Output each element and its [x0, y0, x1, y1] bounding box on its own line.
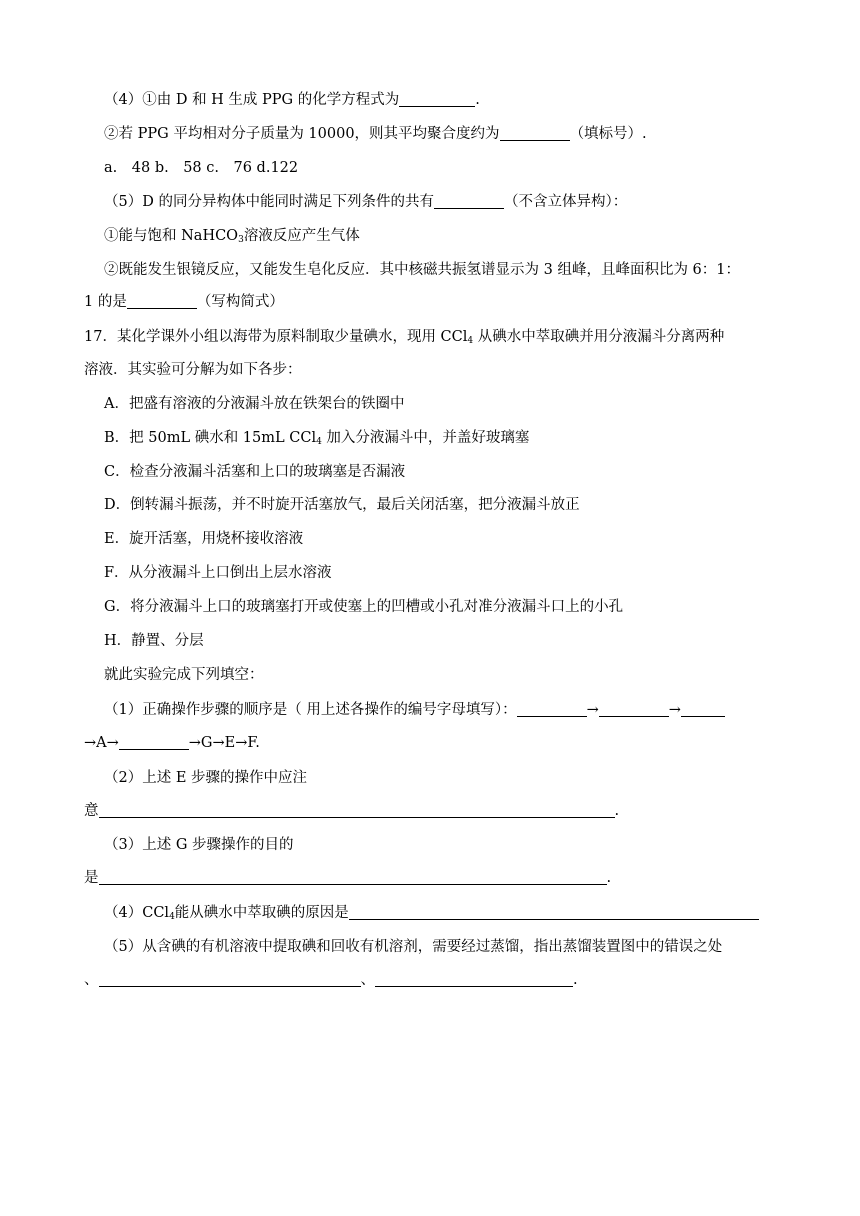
q17-sub5-cont: 、 、 . [84, 972, 578, 988]
q16-part4-1: （4）①由 D 和 H 生成 PPG 的化学方程式为 . [104, 92, 480, 108]
q17-sub1-cont: →A→ →G→E→F. [84, 735, 260, 751]
q17-step-f: F．从分液漏斗上口倒出上层水溶液 [104, 565, 332, 581]
q17-sub2: （2）上述 E 步骤的操作中应注 [104, 770, 308, 786]
answer-blank[interactable] [375, 971, 573, 987]
answer-blank[interactable] [99, 802, 615, 818]
q17-sub4: （4）CCl$_4$能从碘水中萃取碘的原因是 [104, 903, 759, 923]
answer-blank[interactable] [127, 293, 197, 309]
answer-blank[interactable] [99, 971, 361, 987]
q17-sub1: （1）正确操作步骤的顺序是（ 用上述各操作的编号字母填写）： → → [104, 700, 725, 720]
q17-step-a: A．把盛有溶液的分液漏斗放在铁架台的铁圈中 [104, 396, 405, 412]
answer-blank[interactable] [349, 904, 759, 920]
q17-step-e: E．旋开活塞，用烧杯接收溶液 [104, 531, 304, 547]
answer-blank[interactable] [399, 91, 475, 107]
q17-step-b: B．把 50mL 碘水和 15mL CCl$_4$ 加入分液漏斗中，并盖好玻璃塞 [104, 430, 530, 447]
q17-sub3-cont: 是 . [84, 870, 612, 886]
q17-step-c: C．检查分液漏斗活塞和上口的玻璃塞是否漏液 [104, 464, 406, 480]
q17-sub3: （3）上述 G 步骤操作的目的 [104, 837, 294, 853]
answer-blank[interactable] [500, 125, 570, 141]
answer-blank[interactable] [681, 701, 725, 717]
q16-options: a. 48 b. 58 c. 76 d.122 [104, 160, 299, 176]
answer-blank[interactable] [517, 701, 587, 717]
q17-fill-intro: 就此实验完成下列填空： [104, 667, 264, 683]
q17-step-h: H．静置、分层 [104, 633, 204, 649]
q17-sub5: （5）从含碘的有机溶液中提取碘和回收有机溶剂，需要经过蒸馏，指出蒸馏装置图中的错误之处 [104, 939, 723, 955]
q16-condition-1: ①能与饱和 NaHCO$_3$溶液反应产生气体 [104, 228, 360, 245]
q17-intro-line2: 溶液．其实验可分解为如下各步： [84, 362, 302, 378]
q16-part5: （5）D 的同分异构体中能同时满足下列条件的共有 （不含立体异构）： [104, 194, 628, 210]
answer-blank[interactable] [599, 701, 669, 717]
q17-intro-line1: 17．某化学课外小组以海带为原料制取少量碘水，现用 CCl$_4$ 从碘水中萃取碘并用分液漏斗分离两种 [84, 329, 725, 346]
q17-step-d: D．倒转漏斗振荡，并不时旋开活塞放气，最后关闭活塞，把分液漏斗放正 [104, 497, 580, 513]
answer-blank[interactable] [434, 193, 504, 209]
q16-condition-2-cont: 1 的是 （写构简式） [84, 294, 284, 310]
answer-blank[interactable] [99, 869, 607, 885]
q17-step-g: G．将分液漏斗上口的玻璃塞打开或使塞上的凹槽或小孔对准分液漏斗口上的小孔 [104, 599, 624, 615]
answer-blank[interactable] [119, 734, 189, 750]
q16-condition-2: ②既能发生银镜反应，又能发生皂化反应．其中核磁共振氢谱显示为 3 组峰，且峰面积比为 6：1： [104, 262, 740, 278]
q16-part4-2: ②若 PPG 平均相对分子质量为 10000，则其平均聚合度约为 （填标号）. [104, 126, 647, 142]
q17-sub2-cont: 意 . [84, 803, 620, 819]
